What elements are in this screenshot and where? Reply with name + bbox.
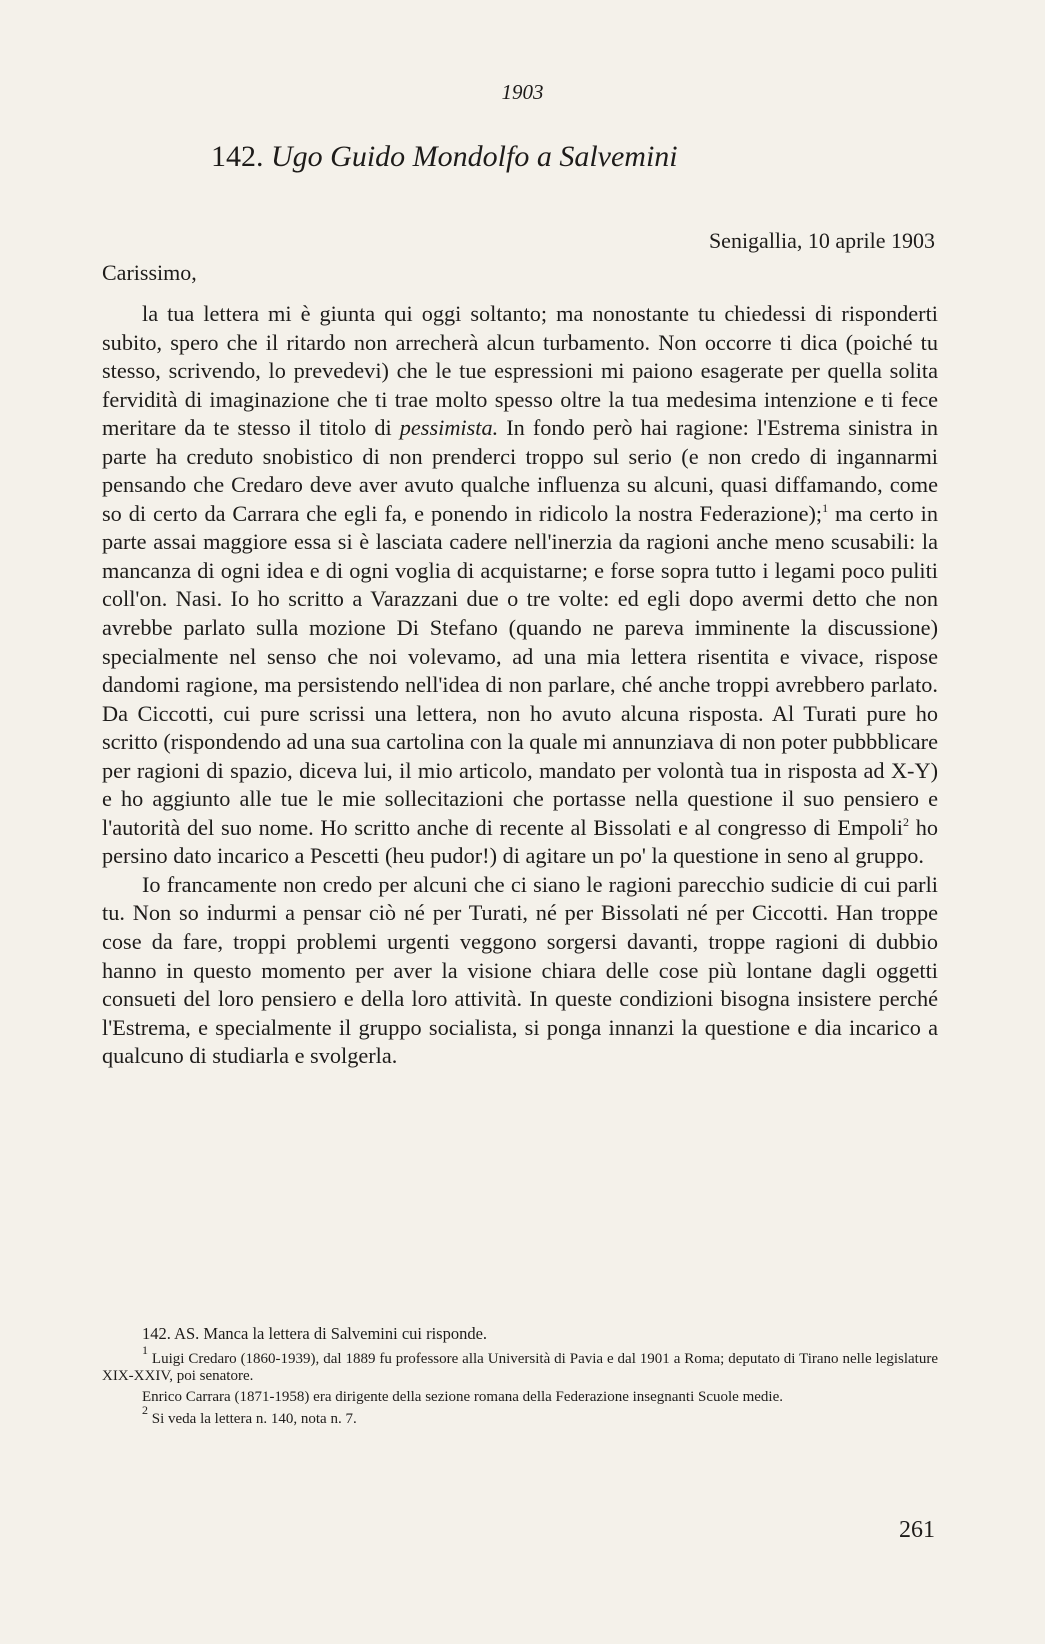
paragraph-1: la tua lettera mi è giunta qui oggi soltanto; ma nonostante tu chiedessi di risponderti subito, spero che il ritardo non arrecherà alcun turbamento. Non occorre ti dica (poiché tu stesso, scrivendo, lo prevedevi) che le tue espressioni mi paiono esagerate per quella solita fervidità di imaginazione che ti trae molto spesso oltre la tua medesima intenzione e ti fece meritare da te stesso il titolo di pessimista. In fondo però hai ragione: l'Estrema sinistra in parte ha creduto snobistico di non prenderci troppo sul serio (e non credo di ingannarmi pensando che Credaro deve aver avuto qualche influenza su alcuni, quasi diffamando, come so di certo da Carrara che egli fa, e ponendo in ridicolo la nostra Federazione);$^1$ ma certo in parte assai maggiore essa si è lasciata cadere nell'inerzia da ragioni anche meno scusabili: la mancanza di ogni idea e di ogni voglia di acquistarne; e forse sopra tutto i legami poco puliti coll'on. Nasi. Io ho scritto a Varazzani due o tre volte: ed egli dopo avermi detto che non avrebbe parlato sulla mozione Di Stefano (quando ne pareva imminente la discussione) specialmente nel senso che noi volevamo, ad una mia lettera risentita e vivace, rispose dandomi ragione, ma persistendo nell'idea di non parlare, ché anche troppi avrebbero parlato. Da Ciccotti, cui pure scrissi una lettera, non ho avuto alcuna risposta. Al Turati pure ho scritto (rispondendo ad una sua cartolina con la quale mi annunziava di non poter pubbblicare per ragioni di spazio, diceva lui, il mio articolo, mandato per volontà tua in risposta ad X-Y) e ho aggiunto alle tue le mie sollecitazioni che portasse nella questione il suo pensiero e l'autorità del suo nome. Ho scritto anche di recente al Bissolati e al congresso di Empoli$^2$ ho persino dato incarico a Pescetti (heu pudor!) di agitare un po' la questione in seno al gruppo. — [102, 301, 939, 869]
letter-number: 142. — [211, 140, 264, 173]
letter-heading: Ugo Guido Mondolfo a Salvemini — [271, 140, 678, 173]
emphasis-pessimista: pessimista. — [399, 415, 499, 441]
footnote-ref-2: 2 — [903, 814, 910, 829]
footnotes — [102, 1325, 938, 1432]
letter-title — [211, 140, 678, 174]
footnote-2: $^2$ Si veda la lettera n. 140, nota n. 7. — [142, 1403, 357, 1427]
running-head: 1903 — [501, 80, 544, 104]
source-note: 142. AS. Manca la lettera di Salvemini cui risponde. — [142, 1324, 488, 1343]
salutation: Carissimo, — [102, 260, 197, 285]
footnote-1: $^1$ Luigi Credaro (1860-1939), dal 1889 fu professore alla Università di Pavia e dal 1901 a Roma; deputato di Tirano nelle legislature XIX-XXIV, poi senatore. — [102, 1343, 939, 1384]
footnote-1-continued: Enrico Carrara (1871-1958) era dirigente della sezione romana della Federazione insegnanti Scuole medie. — [142, 1389, 783, 1405]
footnote-ref-1: 1 — [822, 500, 829, 515]
paragraph-2: Io francamente non credo per alcuni che ci siano le ragioni parecchio sudicie di cui parli tu. Non so indurmi a pensar ciò né per Turati, né per Bissolati né per Ciccotti. Han troppe cose da fare, troppi problemi urgenti veggono sorgersi davanti, troppe ragioni di dubbio hanno in questo momento per aver la visione chiara delle cose più lontane dagli oggetti consueti del loro pensiero e della loro attività. In queste condizioni bisogna insistere perché l'Estrema, e specialmente il gruppo socialista, si ponga innanzi la questione e dia incarico a qualcuno di studiarla e svolgerla. — [102, 871, 938, 1069]
page-number: 261 — [899, 1517, 935, 1543]
dateline: Senigallia, 10 aprile 1903 — [708, 228, 935, 253]
letter-body — [102, 300, 938, 1071]
